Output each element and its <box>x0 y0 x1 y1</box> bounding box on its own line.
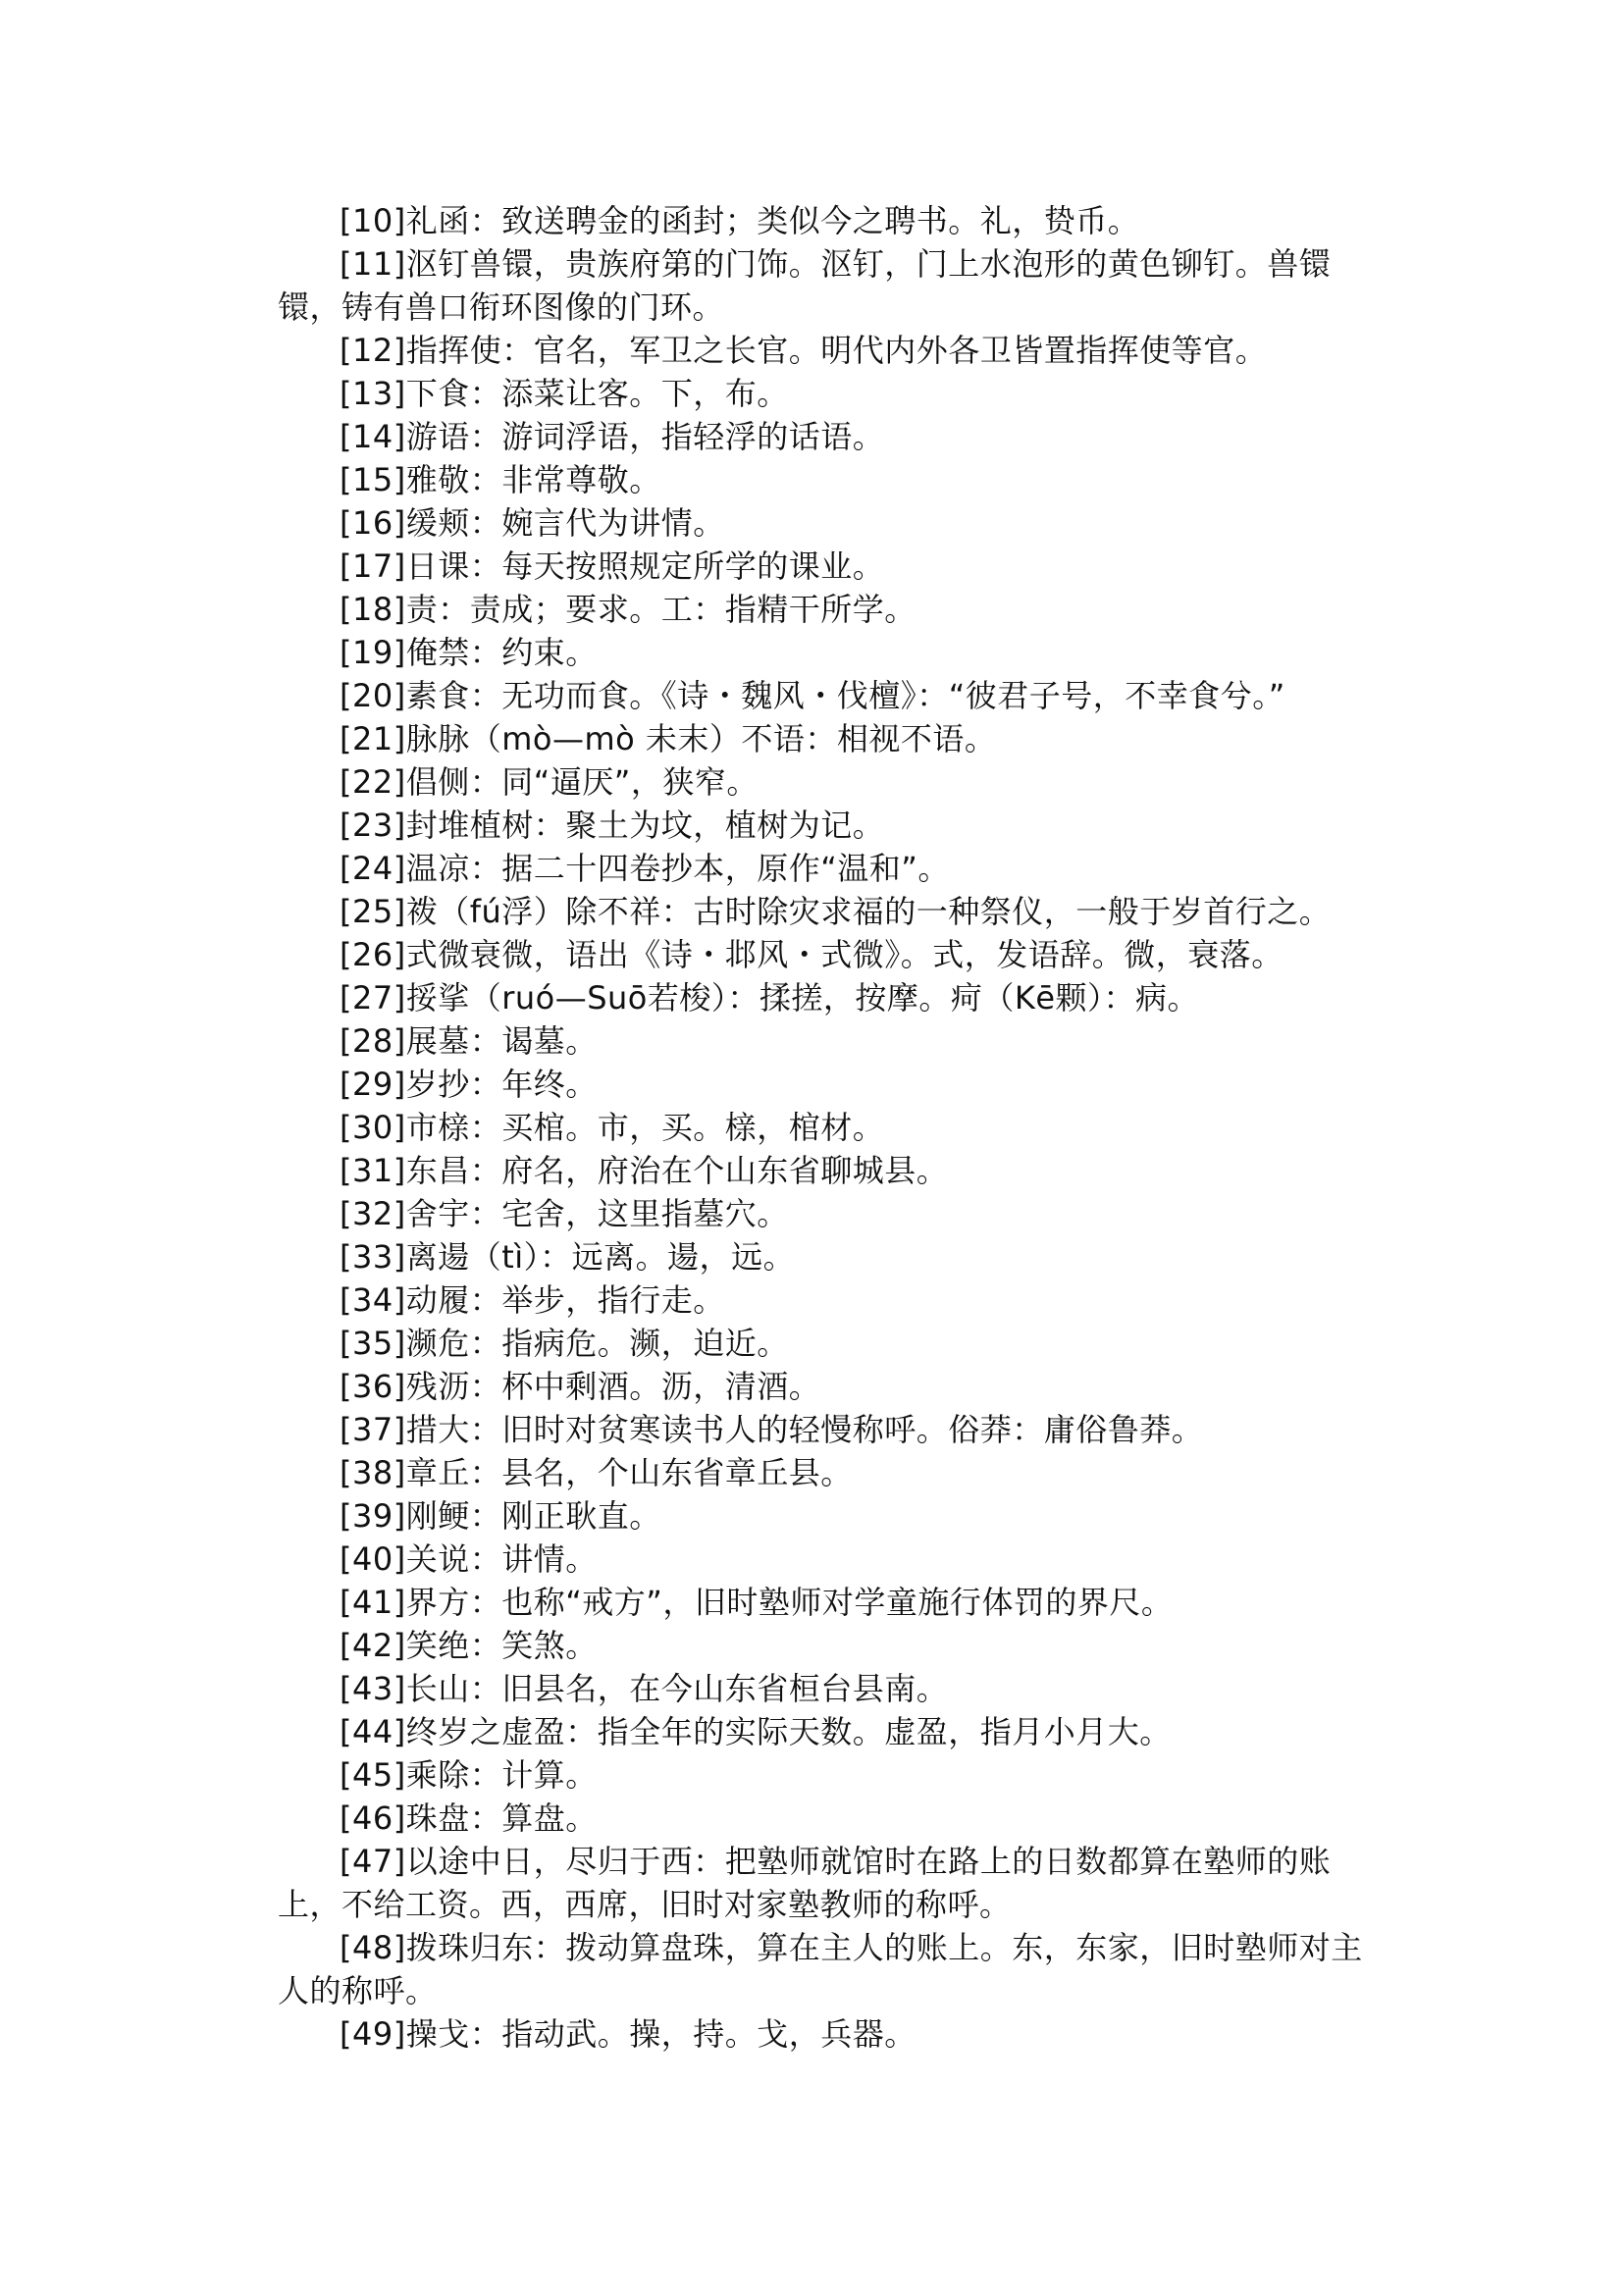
note-12: [12]指挥使：官名，军卫之长官。明代内外各卫皆置指挥使等官。 <box>340 332 1268 369</box>
note-42: [42]笑绝：笑煞。 <box>340 1627 598 1664</box>
note-25: [25]袯（fú浮）除不祥：古时除灾求福的一种祭仪，一般于岁首行之。 <box>340 893 1332 930</box>
note-21: [21]脉脉（mò—mò 未末）不语：相视不语。 <box>340 720 997 757</box>
note-29: [29]岁抄：年终。 <box>340 1066 598 1103</box>
note-48: [48]拨珠归东：拨动算盘珠，算在主人的账上。东，东家，旧时塾师对主人的称呼。 <box>278 1929 1363 2009</box>
note-49: [49]操戈：指动武。操，持。戈，兵器。 <box>340 2015 917 2053</box>
note-36: [36]残沥：杯中剩酒。沥，清酒。 <box>340 1368 821 1405</box>
note-40: [40]关说：讲情。 <box>340 1540 598 1578</box>
note-26: [26]式微衰微，语出《诗・邶风・式微》。式，发语辞。微，衰落。 <box>340 936 1283 973</box>
note-32: [32]舍宇：宅舍，这里指墓穴。 <box>340 1195 789 1232</box>
note-18: [18]责：责成；要求。工：指精干所学。 <box>340 591 917 628</box>
annotation-list <box>278 199 1367 2056</box>
note-30: [30]市榇：买棺。市，买。榇，棺材。 <box>340 1109 885 1146</box>
note-11: [11]沤钉兽镮，贵族府第的门饰。沤钉，门上水泡形的黄色铆钉。兽镮镮，铸有兽口衔环图像的门环。 <box>278 245 1332 326</box>
note-20: [20]素食：无功而食。《诗・魏风・伐檀》：“彼君子号，不幸食兮。” <box>340 677 1285 714</box>
note-19: [19]俺禁：约束。 <box>340 634 598 671</box>
note-17: [17]日课：每天按照规定所学的课业。 <box>340 547 885 585</box>
note-43: [43]长山：旧县名，在今山东省桓台县南。 <box>340 1670 949 1707</box>
note-45: [45]乘除：计算。 <box>340 1756 598 1794</box>
note-16: [16]缓颊：婉言代为讲情。 <box>340 504 725 542</box>
note-38: [38]章丘：县名，个山东省章丘县。 <box>340 1454 853 1491</box>
note-28: [28]展墓：谒墓。 <box>340 1022 598 1060</box>
note-10: [10]礼函：致送聘金的函封；类似今之聘书。礼，贽币。 <box>340 202 1140 239</box>
note-39: [39]刚鲠：刚正耿直。 <box>340 1497 661 1535</box>
note-24: [24]温凉：据二十四卷抄本，原作“温和”。 <box>340 850 950 887</box>
note-37: [37]措大：旧时对贫寒读书人的轻慢称呼。俗莽：庸俗鲁莽。 <box>340 1411 1204 1448</box>
note-27: [27]挼挲（ruó—Suō若梭）：揉搓，按摩。疴（Kē颗）：病。 <box>340 979 1200 1017</box>
note-35: [35]濒危：指病危。濒，迫近。 <box>340 1325 789 1362</box>
note-47: [47]以途中日，尽归于西：把塾师就馆时在路上的日数都算在塾师的账上，不给工资。西，西席，旧时对家塾教师的称呼。 <box>278 1843 1332 1923</box>
note-22: [22]倡侧：同“逼厌”，狭窄。 <box>340 763 759 801</box>
note-46: [46]珠盘：算盘。 <box>340 1799 598 1837</box>
note-13: [13]下食：添菜让客。下，布。 <box>340 375 789 412</box>
note-23: [23]封堆植树：聚土为坟，植树为记。 <box>340 807 885 844</box>
note-44: [44]终岁之虚盈：指全年的实际天数。虚盈，指月小月大。 <box>340 1713 1172 1750</box>
note-14: [14]游语：游词浮语，指轻浮的话语。 <box>340 418 885 455</box>
note-41: [41]界方：也称“戒方”，旧时塾师对学童施行体罚的界尺。 <box>340 1584 1174 1621</box>
note-15: [15]雅敬：非常尊敬。 <box>340 461 661 498</box>
note-31: [31]东昌：府名，府治在个山东省聊城县。 <box>340 1152 949 1189</box>
note-34: [34]动履：举步，指行走。 <box>340 1281 725 1319</box>
note-33: [33]离逿（tì）：远离。逿，远。 <box>340 1238 796 1276</box>
